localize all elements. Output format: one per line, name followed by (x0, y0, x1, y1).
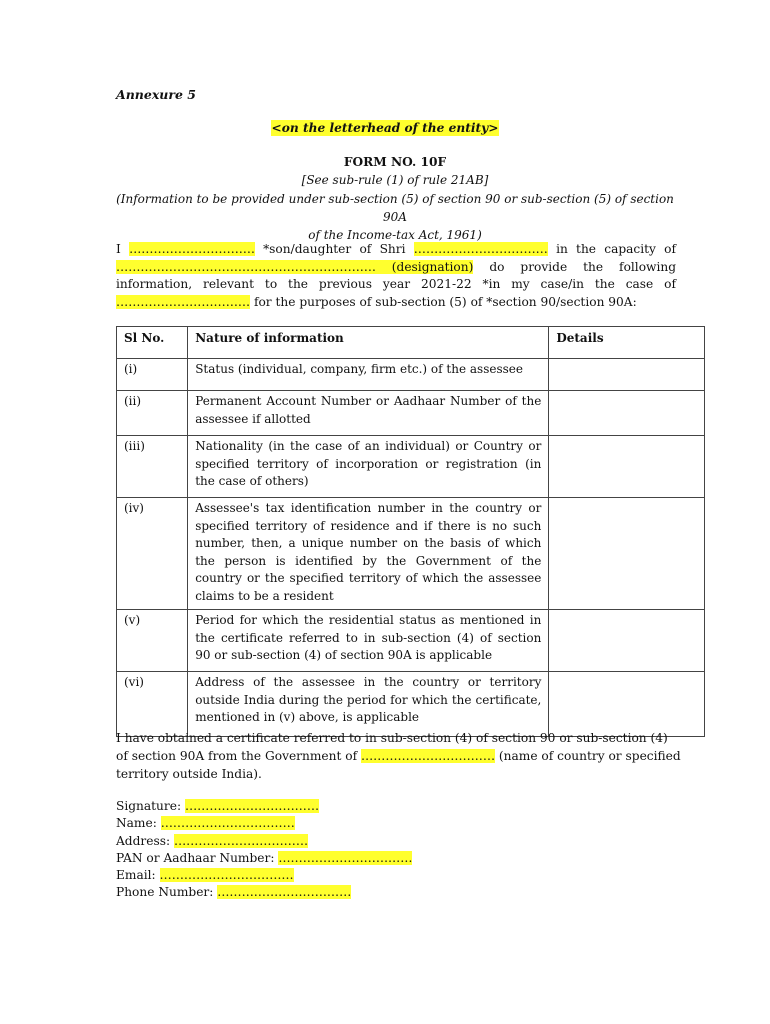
description-line-2: of the Income-tax Act, 1961) (308, 228, 482, 242)
certificate-paragraph (116, 729, 682, 783)
row-nature: Permanent Account Number or Aadhaar Number of the assessee if allotted (188, 391, 549, 436)
table-row (117, 610, 705, 672)
name-blank[interactable]: …………………………. (129, 242, 255, 256)
email-blank[interactable]: …………………………… (159, 868, 294, 883)
address-blank[interactable]: …………………………… (173, 833, 308, 848)
row-nature: Assessee's tax identification number in the country or specified territory of residence and if there is no such number, then, a unique number on the basis of which the person is identified by the Government of the country or the specified territory of which the assessee claims to be a resident (188, 498, 549, 610)
cert-text: (name of country or specified territory outside India). (116, 749, 681, 781)
decl-text: *son/daughter of Shri (263, 242, 406, 256)
row-sl: (v) (117, 610, 188, 672)
header-sl-no: Sl No. (117, 327, 188, 359)
row-details-cell[interactable] (549, 610, 705, 672)
header-nature: Nature of information (188, 327, 549, 359)
row-sl: (iii) (117, 436, 188, 498)
name-field-blank[interactable]: …………………………… (160, 816, 295, 831)
row-sl: (ii) (117, 391, 188, 436)
row-sl: (vi) (117, 672, 188, 737)
table-row (117, 672, 705, 737)
form-title: FORM NO. 10F (343, 155, 447, 169)
father-name-blank[interactable]: …………………………… (413, 242, 548, 256)
row-details-cell[interactable] (549, 359, 705, 391)
table-row (117, 359, 705, 391)
letterhead-note (0, 121, 770, 135)
row-nature: Nationality (in the case of an individual) or Country or specified territory of incorporation or registration (in the case of others) (188, 436, 549, 498)
decl-text: in the capacity of (556, 242, 677, 256)
phone-line (116, 884, 412, 901)
country-blank[interactable]: …………………………… (360, 749, 496, 763)
designation-blank[interactable] (116, 260, 473, 274)
designation-label: (designation) (391, 259, 474, 274)
signature-block (116, 798, 412, 902)
signature-blank[interactable]: …………………………… (184, 799, 319, 813)
email-line (116, 867, 412, 884)
row-details-cell[interactable] (549, 498, 705, 610)
annexure-heading: Annexure 5 (116, 87, 196, 102)
phone-blank[interactable]: …………………………… (217, 885, 352, 900)
email-label: Email: (116, 868, 156, 883)
table-row (117, 391, 705, 436)
information-table (116, 326, 705, 737)
assessee-blank[interactable]: …………………………… (116, 294, 251, 309)
row-nature: Status (individual, company, firm etc.) of the assessee (188, 359, 549, 391)
form-description (110, 190, 680, 244)
decl-text: do provide the following information, relevant to the previous year 2021-22 *in my case/in the case of (116, 259, 677, 291)
table-header-row (117, 327, 705, 359)
name-line (116, 815, 412, 832)
rule-reference: [See sub-rule (1) of rule 21AB] (301, 173, 489, 187)
declaration-paragraph (116, 241, 676, 311)
table-row (117, 498, 705, 610)
address-line (116, 833, 412, 850)
row-sl: (iv) (117, 498, 188, 610)
row-details-cell[interactable] (549, 436, 705, 498)
pan-line (116, 850, 412, 867)
decl-text: I (116, 242, 121, 256)
cert-text: I have obtained a certificate referred to in sub-section (4) of section 90 or sub-section (4) of section 90A from the Government of (116, 731, 668, 763)
table-row (117, 436, 705, 498)
signature-line (116, 798, 412, 815)
phone-label: Phone Number: (116, 885, 214, 900)
designation-dots: ………………………………………………………. (116, 259, 376, 274)
row-details-cell[interactable] (549, 391, 705, 436)
decl-text: for the purposes of sub-section (5) of *section 90/section 90A: (253, 294, 637, 309)
row-sl: (i) (117, 359, 188, 391)
header-details: Details (549, 327, 705, 359)
row-details-cell[interactable] (549, 672, 705, 737)
description-line-1: (Information to be provided under sub-section (5) of section 90 or sub-section (5) of section 90A (116, 192, 674, 224)
pan-blank[interactable]: …………………………… (278, 850, 413, 865)
row-nature: Address of the assessee in the country or territory outside India during the period for which the certificate, mentioned in (v) above, is applicable (188, 672, 549, 737)
pan-label: PAN or Aadhaar Number: (116, 850, 275, 865)
name-label: Name: (116, 816, 157, 831)
signature-label: Signature: (116, 799, 182, 813)
row-nature: Period for which the residential status as mentioned in the certificate referred to in sub-section (4) of section 90 or sub-section (4) of section 90A is applicable (188, 610, 549, 672)
address-label: Address: (116, 833, 171, 848)
letterhead-text: <on the letterhead of the entity> (271, 121, 499, 135)
